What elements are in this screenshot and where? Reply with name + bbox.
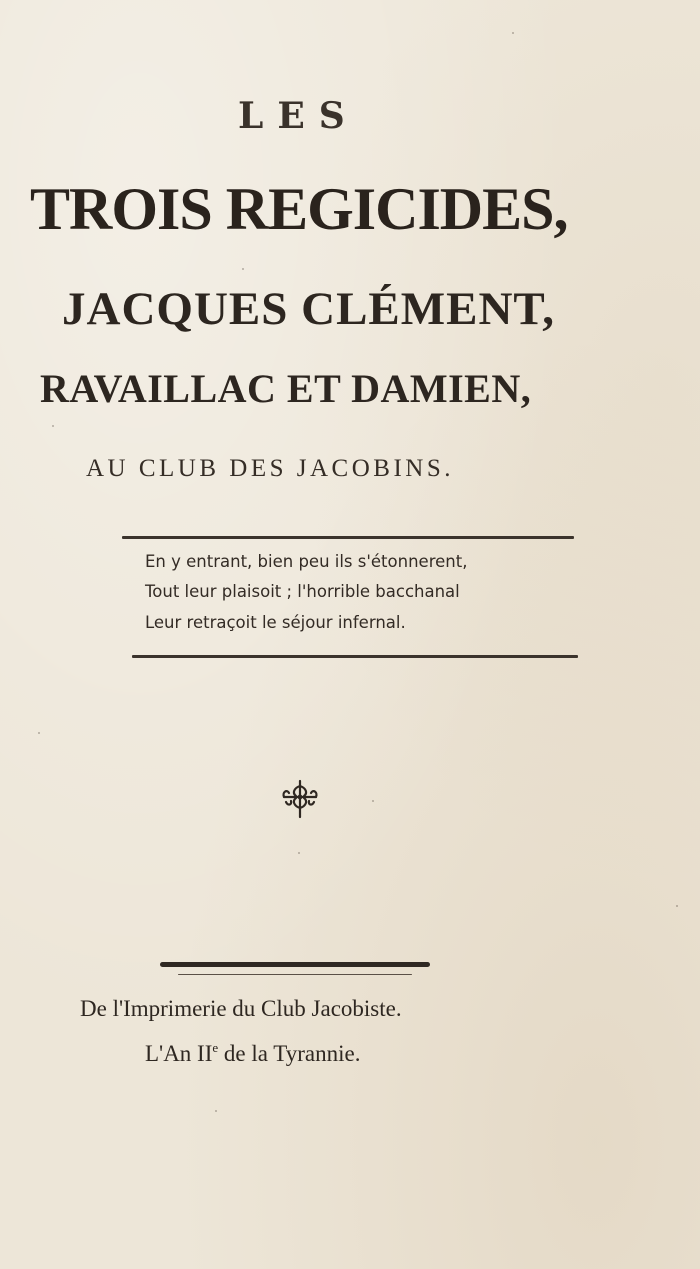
fleuron-ornament-icon (278, 778, 322, 820)
title-line-trois-regicides: TROIS REGICIDES, (30, 176, 568, 242)
title-line-jacques-clement: JACQUES CLÉMENT, (62, 283, 556, 335)
imprint-printer: De l'Imprimerie du Club Jacobiste. (80, 996, 402, 1021)
imprint-date-superscript: e (212, 1040, 219, 1055)
epigraph-line: Tout leur plaisoit ; l'horrible bacchanal (145, 582, 460, 601)
imprint-date (145, 1040, 360, 1067)
imprint-date-prefix: L'An II (145, 1041, 213, 1066)
epigraph-line: En y entrant, bien peu ils s'étonnerent, (145, 552, 468, 571)
title-les: LES (238, 95, 359, 137)
epigraph-top-rule (122, 536, 574, 539)
epigraph-line: Leur retraçoit le séjour infernal. (145, 613, 406, 632)
imprint-date-suffix: de la Tyrannie. (218, 1041, 361, 1066)
imprint-thick-rule (160, 962, 430, 967)
imprint-thin-rule (178, 974, 412, 975)
title-line-ravaillac-damien: RAVAILLAC ET DAMIEN, (40, 366, 532, 411)
title-line-club-jacobins: AU CLUB DES JACOBINS. (86, 455, 454, 482)
epigraph-bottom-rule (132, 655, 578, 658)
